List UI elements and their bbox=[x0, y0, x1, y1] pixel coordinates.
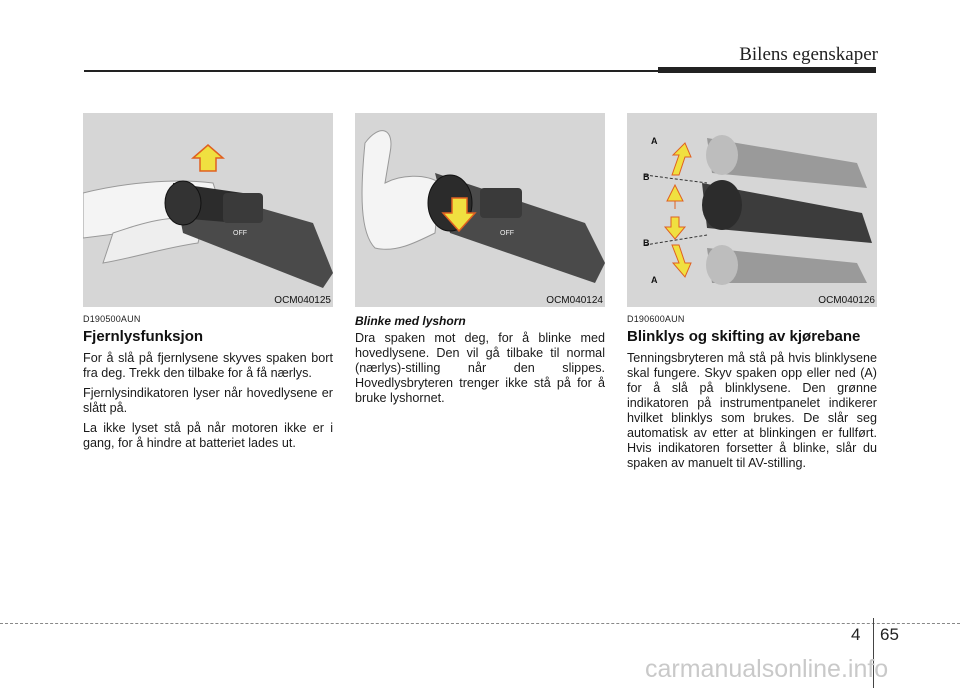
figure-turn-signal bbox=[627, 113, 877, 307]
figure-high-beam bbox=[83, 113, 333, 307]
high-beam-illustration bbox=[83, 113, 333, 307]
label-b-top: B bbox=[643, 172, 650, 182]
paragraph: La ikke lyset stå på når motoren ikke er i gang, for å hindre at batteriet lades ut. bbox=[83, 421, 333, 450]
section-number: 4 bbox=[851, 625, 861, 644]
section-code: D190500AUN bbox=[83, 314, 141, 324]
off-label: OFF bbox=[500, 230, 514, 237]
footer-rule bbox=[0, 623, 960, 624]
section-heading: Fjernlysfunksjon bbox=[83, 328, 204, 345]
off-label: OFF bbox=[233, 230, 247, 237]
turn-signal-illustration bbox=[627, 113, 877, 307]
watermark: carmanualsonline.info bbox=[645, 655, 889, 683]
label-a-top: A bbox=[651, 136, 658, 146]
page-number: 65 bbox=[880, 625, 899, 644]
paragraph: Fjernlysindikatoren lyser når hovedlysene er slått på. bbox=[83, 386, 333, 415]
figure-code: OCM040126 bbox=[818, 295, 875, 306]
section-title: Bilens egenskaper bbox=[739, 44, 878, 65]
flash-illustration bbox=[355, 113, 605, 307]
paragraph: Dra spaken mot deg, for å blinke med hovedlysene. Den vil gå tilbake til normal (nærlys)-stilling når den slippes. Hovedlysbryteren trenger ikke stå på for å bruke lyshornet. bbox=[355, 331, 605, 405]
label-b-bottom: B bbox=[643, 238, 650, 248]
figure-code: OCM040124 bbox=[546, 295, 603, 306]
column-flash-to-pass bbox=[355, 314, 605, 411]
column-high-beam bbox=[83, 314, 333, 456]
figure-code: OCM040125 bbox=[274, 295, 331, 306]
figure-flash-to-pass bbox=[355, 113, 605, 307]
header-rule-accent bbox=[658, 67, 876, 73]
column-turn-signal bbox=[627, 314, 877, 476]
label-a-bottom: A bbox=[651, 275, 658, 285]
section-code: D190600AUN bbox=[627, 314, 685, 324]
paragraph: For å slå på fjernlysene skyves spaken bort fra deg. Trekk den tilbake for å få nærlys. bbox=[83, 351, 333, 380]
subsection-heading: Blinke med lyshorn bbox=[355, 314, 466, 328]
paragraph: Tenningsbryteren må stå på hvis blinklysene skal fungere. Skyv spaken opp eller ned (A) for å slå på blinklysene. Den grønne indikatoren på instrumentpanelet indikerer hvilket blinklys som brukes. De slår seg automatisk av etter at blinkingen er fullført. Hvis indikatoren forsetter å blinke, slår du spaken av manuelt til AV-stilling. bbox=[627, 351, 877, 470]
section-heading: Blinklys og skifting av kjørebane bbox=[627, 328, 861, 345]
